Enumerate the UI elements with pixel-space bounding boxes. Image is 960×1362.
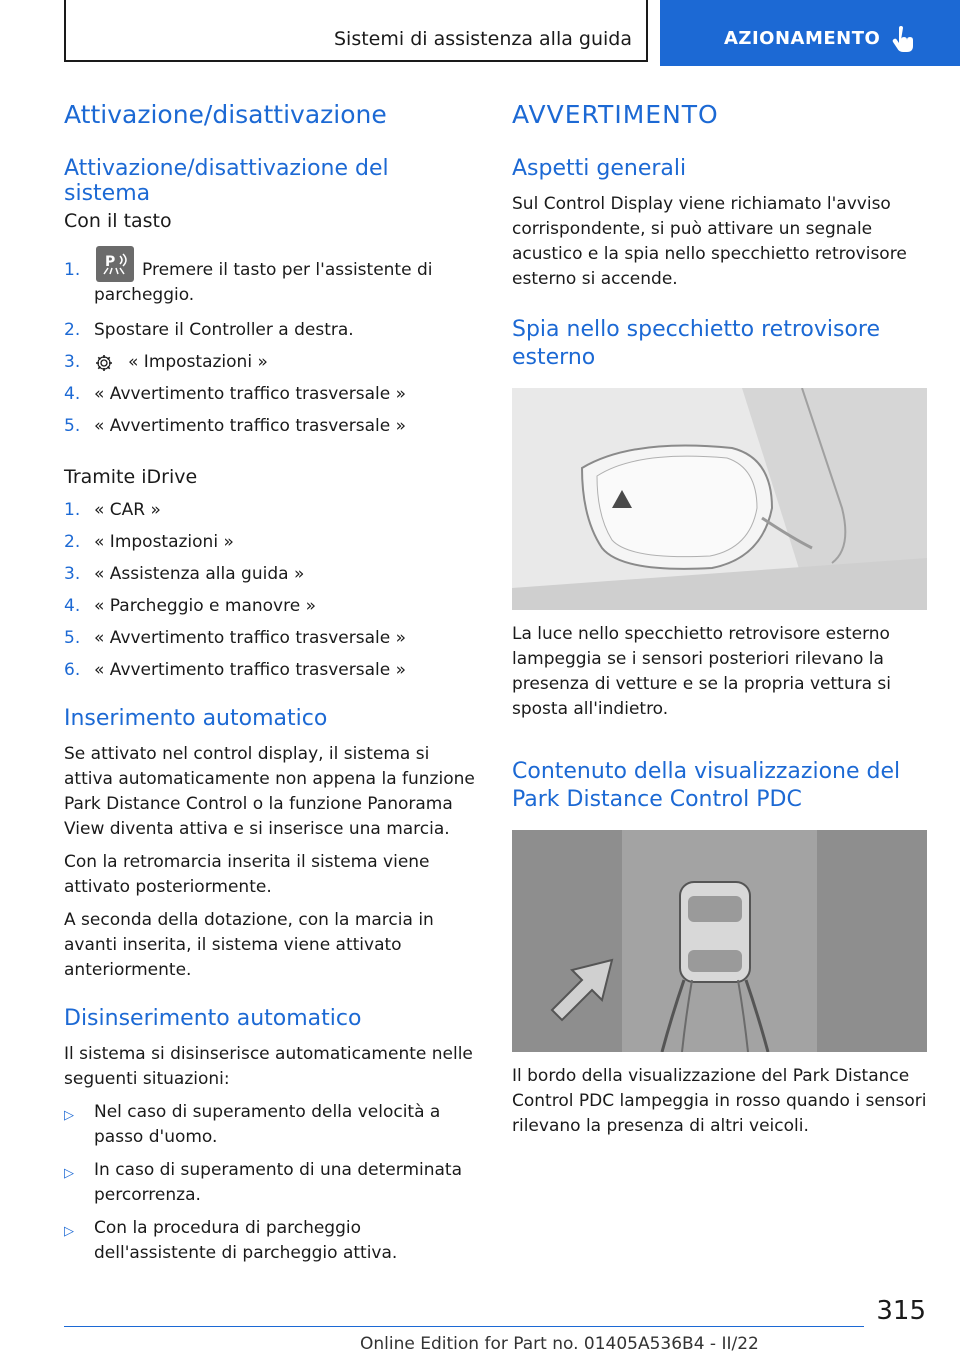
heading-activation: Attivazione/disattivazione [64,100,387,129]
gear-icon [94,353,114,373]
mirror-illustration [512,388,927,610]
header-chapter-tab [660,0,960,66]
triangle-bullet-icon: ▷ [64,1224,74,1239]
triangle-bullet-icon: ▷ [64,1166,74,1181]
list-item: ▷ In caso di superamento di una determinata percorrenza. [64,1160,462,1205]
header-section-title: Sistemi di assistenza alla guida [333,28,632,50]
heading-mirror-light: Spia nello specchietto retrovisore esterno [512,317,881,370]
pdc-display-illustration [512,830,927,1052]
paragraph: Il sistema si disinserisce automaticamente nelle seguenti situazioni: [64,1044,473,1089]
heading-auto-on: Inserimento automatico [64,706,328,731]
paragraph: A seconda della dotazione, con la marcia in avanti inserita, il sistema viene attivato anteriormente. [64,910,434,980]
paragraph: Con la retromarcia inserita il sistema viene attivato posteriormente. [64,852,430,897]
list-item: 1. P Premere il tasto per l'assistente di parcheggio. [64,258,479,310]
paragraph: La luce nello specchietto retrovisore esterno lampeggia se i sensori posteriori rilevano la presenza di vetture e se la propria vettura si sposta all'indietro. [512,624,891,719]
footer-divider [64,1326,864,1327]
heading-warning: AVVERTIMENTO [512,100,719,129]
page-number: 315 [876,1296,926,1326]
svg-text:P: P [105,254,116,270]
paragraph: Se attivato nel control display, il sistema si attiva automaticamente non appena la funzione Park Distance Control o la funzione Panorama View diventa attiva e si inserisce una marcia. [64,744,475,839]
list-item: ▷ Nel caso di superamento della velocità a passo d'uomo. [64,1102,441,1147]
subheading-button: Con il tasto [64,210,172,232]
heading-system-activation: Attivazione/disattivazione del sistema [64,156,389,206]
hand-pointer-icon [892,26,918,54]
heading-general: Aspetti generali [512,156,687,181]
triangle-bullet-icon: ▷ [64,1108,74,1123]
subheading-idrive: Tramite iDrive [64,466,198,488]
heading-pdc-display: Contenuto della visualizzazione del Park Distance Control PDC [512,759,901,812]
header-chapter-title: AZIONAMENTO [724,28,881,49]
header-section-box [64,0,648,62]
parking-assistant-button-icon [96,246,134,282]
heading-auto-off: Disinserimento automatico [64,1006,362,1031]
list-item: ▷ Con la procedura di parcheggio dell'assistente di parcheggio attiva. [64,1218,398,1263]
paragraph: Il bordo della visualizzazione del Park Distance Control PDC lampeggia in rosso quando i sensori rilevano la presenza di altri veicoli. [512,1066,927,1136]
footer-edition: Online Edition for Part no. 01405A536B4 - II/22 [360,1334,759,1354]
paragraph: Sul Control Display viene richiamato l'avviso corrispondente, si può attivare un segnale acustico e la spia nello specchietto retrovisore esterno si accende. [512,194,907,289]
